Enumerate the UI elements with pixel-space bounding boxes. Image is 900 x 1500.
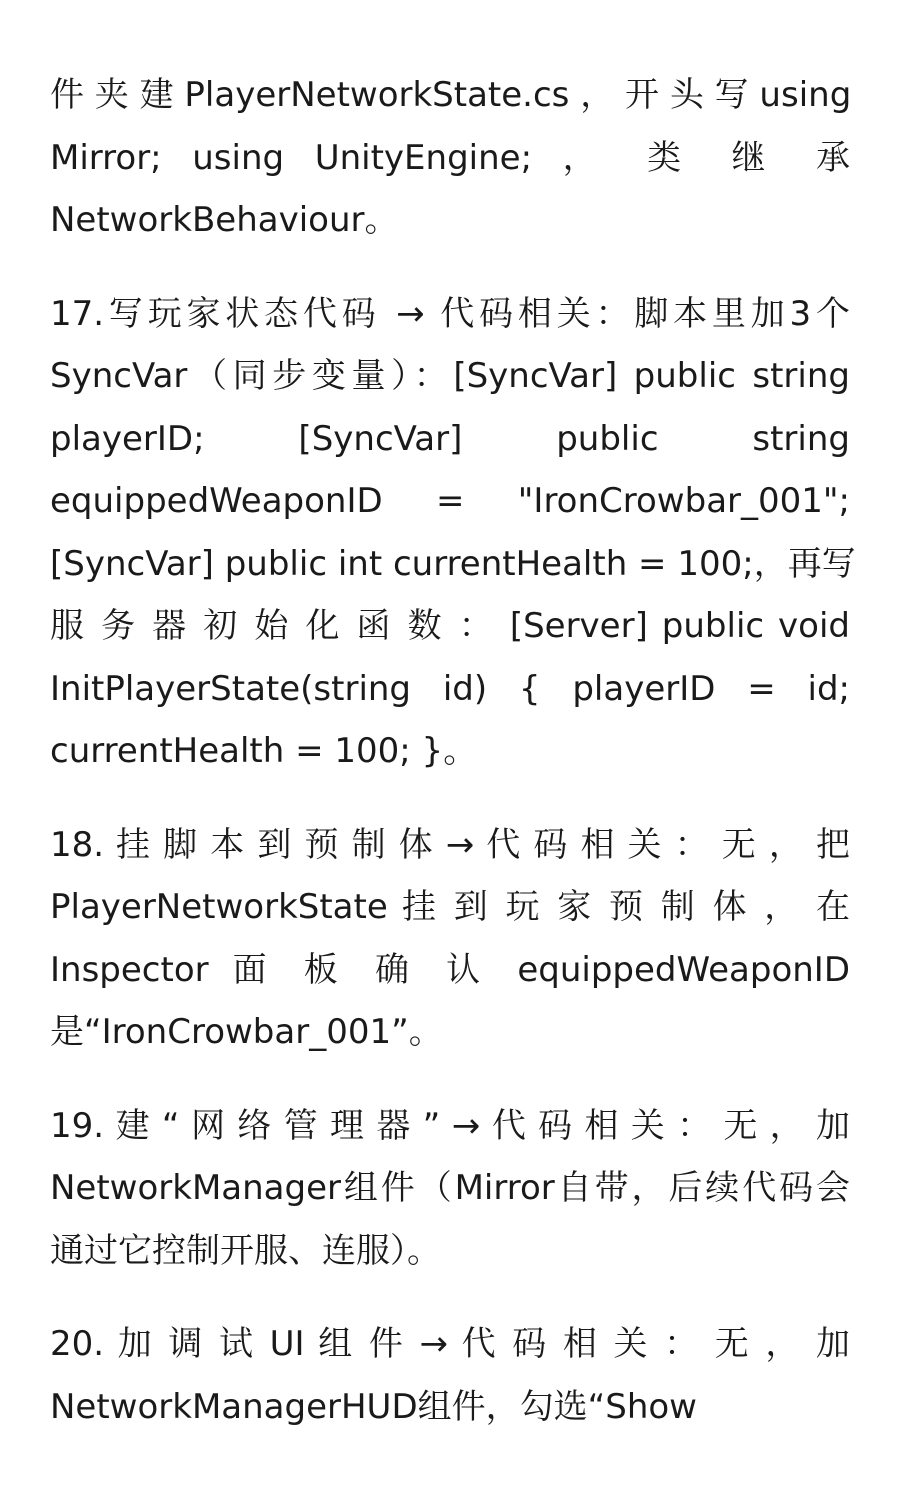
- text-line: 17.写玩家状态代码 → 代码相关：脚本里加3个: [50, 293, 850, 334]
- text-line: playerID; [SyncVar] public string: [50, 418, 850, 459]
- text-line: [SyncVar] public int currentHealth = 100;，再写: [50, 543, 856, 584]
- text-line: currentHealth = 100; }。: [50, 731, 478, 771]
- text-line: NetworkBehaviour。: [50, 200, 399, 240]
- text-line: Inspector 面 板 确 认 equippedWeaponID: [50, 949, 850, 990]
- text-line: 通过它控制开服、连服）。: [50, 1230, 441, 1271]
- paragraph-step-17: [50, 283, 856, 783]
- text-line: NetworkManagerHUD组件，勾选“Show: [50, 1386, 697, 1427]
- document-body: [50, 64, 856, 1469]
- paragraph-step-18: [50, 814, 850, 1064]
- text-line: Mirror; using UnityEngine; ， 类 继 承: [50, 137, 850, 178]
- text-line: 18. 挂 脚 本 到 预 制 体 → 代 码 相 关 ： 无 ， 把: [50, 824, 850, 865]
- text-line: 是“IronCrowbar_001”。: [50, 1012, 443, 1052]
- text-line: 服 务 器 初 始 化 函 数 ： [Server] public void: [50, 606, 850, 646]
- text-line: InitPlayerState(string id) { playerID = id;: [50, 668, 850, 709]
- text-line: 19. 建 “ 网 络 管 理 器 ” → 代 码 相 关 ： 无 ， 加: [50, 1105, 850, 1146]
- text-line: NetworkManager组件（Mirror自带，后续代码会: [50, 1168, 850, 1208]
- text-line: 20. 加 调 试 UI 组 件 → 代 码 相 关 ： 无 ， 加: [50, 1324, 850, 1364]
- text-line: PlayerNetworkState 挂 到 玩 家 预 制 体 ， 在: [50, 887, 850, 927]
- text-line: equippedWeaponID = "IronCrowbar_001";: [50, 481, 850, 521]
- text-line: 件 夹 建 PlayerNetworkState.cs ， 开 头 写 using: [50, 75, 852, 115]
- paragraph-step-19: [50, 1095, 850, 1283]
- paragraph-step-20: [50, 1313, 850, 1438]
- paragraph-16-continuation: [50, 64, 850, 252]
- text-line: SyncVar（同步变量）：[SyncVar] public string: [50, 356, 850, 396]
